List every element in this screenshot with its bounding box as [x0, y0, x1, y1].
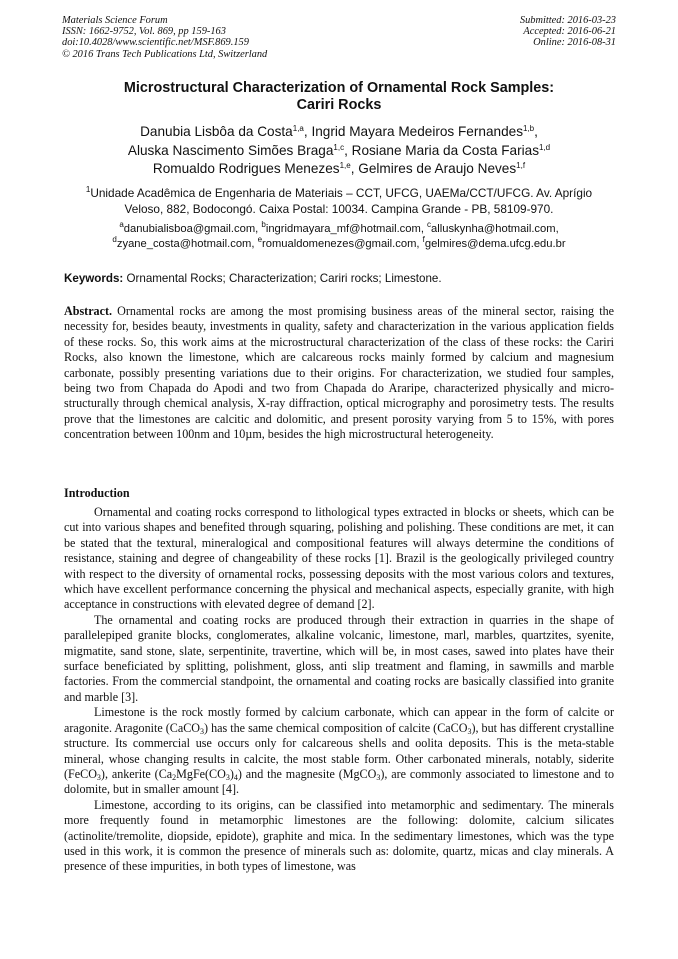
journal-issn: ISSN: 1662-9752, Vol. 869, pp 159-163	[62, 26, 226, 38]
author-list	[50, 123, 628, 179]
author-affil-sup: 1,f	[516, 161, 526, 170]
author-affil-sup: 1,c	[333, 142, 345, 152]
author-affil-sup: 1,b	[523, 124, 535, 133]
keywords	[64, 272, 614, 286]
author-name: Danubia Lisbôa da Costa	[140, 124, 293, 139]
email-address: ingridmayara_mf@hotmail.com	[265, 223, 421, 235]
title-line-1: Microstructural Characterization of Ornamental Rock Samples:	[123, 80, 555, 96]
paragraph: Ornamental and coating rocks correspond to lithological types extracted in blocks or sheets, which can be cut into various shapes and benefited through squaring, polishing and polishing. These conditions are met, it can be stated that the textural, mineralogical and compositional features will always determine the conditions of resistance, staining and degree of changeability of these rocks [1]. Brazil is the geologically privileged country with respect to the diversity of ornamental rocks, possessing deposits with the most various colors and textures, which have excellent performance concerning the physical and mechanical aspects, especially granite, with high acceptance in constructions with elevated degree of demand [2].	[64, 505, 614, 612]
keywords-text: Ornamental Rocks; Characterization; Cariri rocks; Limestone.	[123, 272, 442, 285]
accepted-date: Accepted: 2016-06-21	[523, 26, 616, 38]
title-line-2: Cariri Rocks	[296, 97, 382, 113]
introduction-heading: Introduction	[64, 486, 130, 500]
author-affil-sup: 1,a	[292, 124, 304, 133]
submitted-date: Submitted: 2016-03-23	[519, 15, 616, 26]
abstract	[64, 304, 614, 443]
email-address: danubialisboa@gmail.com	[123, 223, 256, 235]
keywords-label: Keywords:	[64, 272, 124, 285]
paper-title	[60, 80, 618, 114]
author-line: Aluska Nascimento Simões Braga$^{1,c}$, Rosiane Maria da Costa Farias$^{1,d}$	[127, 142, 551, 158]
journal-name: Materials Science Forum	[62, 15, 168, 26]
paragraph: Limestone, according to its origins, can be classified into metamorphic and sedimentary. The minerals more frequently found in metamorphic limestones are the following: dolomite, calcium silicates (actinolite/tremolite, diopside, epidote), graphite and mica. In the sedimentary limestones, which was the type used in this work, it is common the presence of minerals such as: dolomite, quartz, micas and clay minerals. A presence of these impurities, in both types of limestone, was	[64, 797, 614, 874]
paragraph: The ornamental and coating rocks are produced through their extraction in quarries in the shape of parallelepiped granite blocks, conglomerates, alkaline volcanic, limestone, marl, marbles, quartzites, syenite, migmatite, sand stone, slate, serpentinite, travertine, which will be, in most cases, sawed into plates have their surface beneficiated by splitting, polishment, gloss, anti slip treatment and flaming, in sawmills and marble factories. From the commercial standpoint, the ornamental and coating rocks are basically classified into granite and marble [3].	[64, 612, 614, 704]
online-date: Online: 2016-08-31	[533, 37, 616, 49]
author-name: Rosiane Maria da Costa Farias	[351, 142, 539, 158]
author-line: Romualdo Rodrigues Menezes$^{1,e}$, Gelmires de Araujo Neves$^{1,f}$	[152, 161, 526, 176]
author-name: Aluska Nascimento Simões Braga	[127, 142, 334, 158]
abstract-label: Abstract.	[64, 304, 113, 318]
affiliation-line-2: Veloso, 882, Bodocongó. Caixa Postal: 10034. Campina Grande - PB, 58109-970.	[124, 201, 554, 216]
abstract-text: Ornamental rocks are among the most promising business areas of the mineral sector, raising the necessity for, besides beauty, investments in quality, safety and characterization in the various application fields of these rocks. So, this work aims at the microstructural characterization of the class of these rocks: the Cariri Rocks, also known the limestone, which are calcareous rocks mainly formed by calcium and magnesium carbonate, possibly presenting variations due to their origins. For characterization, we studied four samples, being two from Chapada do Apodi and two from Chapada do Araripe, characterized physically and micro-structurally through chemical analysis, X-ray diffraction, optical micrography and porosimetry tests. The results prove that the limestones are calcitic and dolomitic, and present porosity varying from 5 to 15%, with pores concentration between 100nm and 10µm, besides the high microstructural heterogeneity.	[64, 304, 614, 442]
affiliation-line-1: Unidade Acadêmica de Engenharia de Materiais – CCT, UFCG, UAEMa/CCT/UFCG. Av. Aprígio	[90, 186, 593, 200]
affiliation	[56, 186, 622, 217]
email-list: $^a$danubialisboa@gmail.com, $^b$ingridmayara_mf@hotmail.com, $^c$alluskynha@hotmail.com, $^d$zyane_costa@hotmail.com, $^e$romualdomenezes@gmail.com, $^f$gelmires@dema.ufcg.edu.br	[112, 220, 566, 250]
author-name: Romualdo Rodrigues Menezes	[152, 161, 340, 176]
paragraph: Limestone is the rock mostly formed by calcium carbonate, which can appear in the form of calcite or aragonite. Aragonite (CaCO$_3$) has the same chemical composition of calcite (CaCO$_3$), but has different crystalline structure. Its commercial use occurs only for calcareous shells and oolita deposits. This is the meta-stable mineral, whose changing results in calcite, the most stable form. Other carbonated minerals, notably, siderite (FeCO$_3$), ankerite $(Ca_2MgFe(CO_3)_4)$ and the magnesite (MgCO$_3$), are commonly associated to limestone and to dolomite, but in smaller amount [4].	[64, 705, 615, 797]
journal-header	[62, 15, 267, 60]
email-address: gelmires@dema.ufcg.edu.br	[424, 238, 566, 250]
introduction-body	[64, 505, 614, 875]
author-affil-sup: 1,e	[339, 161, 351, 170]
journal-doi: doi:10.4028/www.scientific.net/MSF.869.159	[62, 37, 249, 49]
email-address: romualdomenezes@gmail.com	[262, 238, 417, 250]
author-affil-sup: 1,d	[539, 142, 551, 152]
email-address: zyane_costa@hotmail.com	[116, 238, 252, 250]
journal-copyright: © 2016 Trans Tech Publications Ltd, Switzerland	[62, 48, 268, 60]
author-name: Ingrid Mayara Medeiros Fernandes	[311, 124, 523, 139]
author-line: Danubia Lisbôa da Costa$^{1,a}$, Ingrid Mayara Medeiros Fernandes$^{1,b}$,	[140, 124, 538, 139]
dates-header	[520, 15, 616, 49]
email-address: alluskynha@hotmail.com	[431, 223, 556, 235]
author-name: Gelmires de Araujo Neves	[358, 161, 517, 176]
affiliation-sup: 1	[85, 185, 91, 194]
